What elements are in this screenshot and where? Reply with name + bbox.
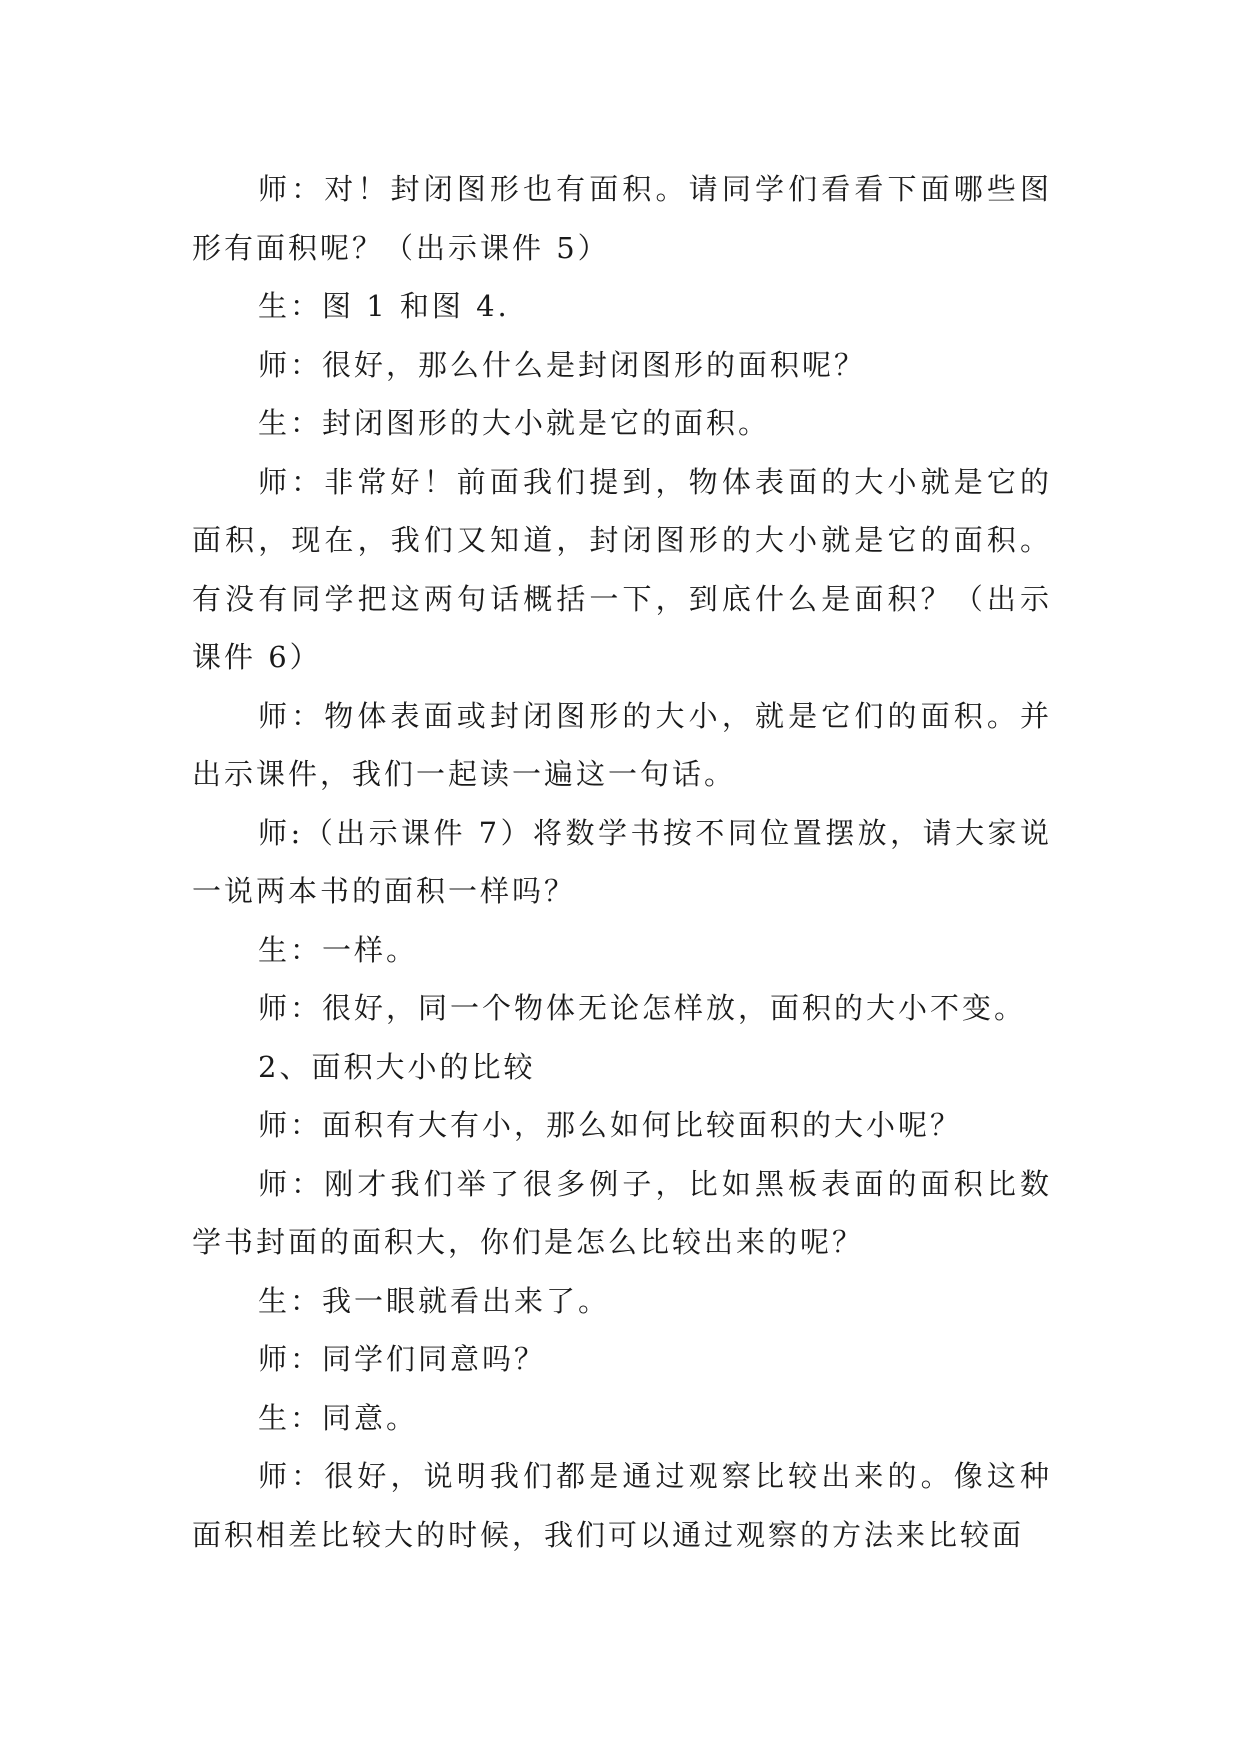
paragraph: 师:（出示课件 7）将数学书按不同位置摆放，请大家说一说两本书的面积一样吗？ [192, 815, 1052, 908]
paragraph: 生：一样。 [258, 932, 419, 967]
paragraph: 师：很好，同一个物体无论怎样放，面积的大小不变。 [258, 991, 1027, 1025]
document-body [192, 160, 1052, 1564]
paragraph: 师：刚才我们举了很多例子，比如黑板表面的面积比数学书封面的面积大，你们是怎么比较出来的呢？ [192, 1166, 1052, 1259]
paragraph: 师：同学们同意吗？ [258, 1342, 547, 1376]
section-heading: 2、面积大小的比较 [258, 1049, 536, 1084]
paragraph: 师：物体表面或封闭图形的大小，就是它们的面积。并出示课件，我们一起读一遍这一句话。 [192, 698, 1052, 791]
paragraph: 生：图 1 和图 4. [258, 289, 510, 323]
paragraph: 生：封闭图形的大小就是它的面积。 [258, 406, 771, 440]
paragraph: 师：很好，那么什么是封闭图形的面积呢？ [258, 347, 867, 382]
paragraph: 生：我一眼就看出来了。 [258, 1283, 611, 1318]
paragraph: 师：对！封闭图形也有面积。请同学们看看下面哪些图形有面积呢？（出示课件 5） [192, 172, 1052, 265]
paragraph: 师：面积有大有小，那么如何比较面积的大小呢？ [258, 1108, 963, 1142]
paragraph: 师：非常好！前面我们提到，物体表面的大小就是它的面积，现在，我们又知道，封闭图形的大小就是它的面积。有没有同学把这两句话概括一下，到底什么是面积？（出示课件 6） [192, 464, 1052, 674]
paragraph: 生：同意。 [258, 1400, 419, 1435]
paragraph: 师：很好，说明我们都是通过观察比较出来的。像这种面积相差比较大的时候，我们可以通过观察的方法来比较面 [192, 1459, 1052, 1552]
